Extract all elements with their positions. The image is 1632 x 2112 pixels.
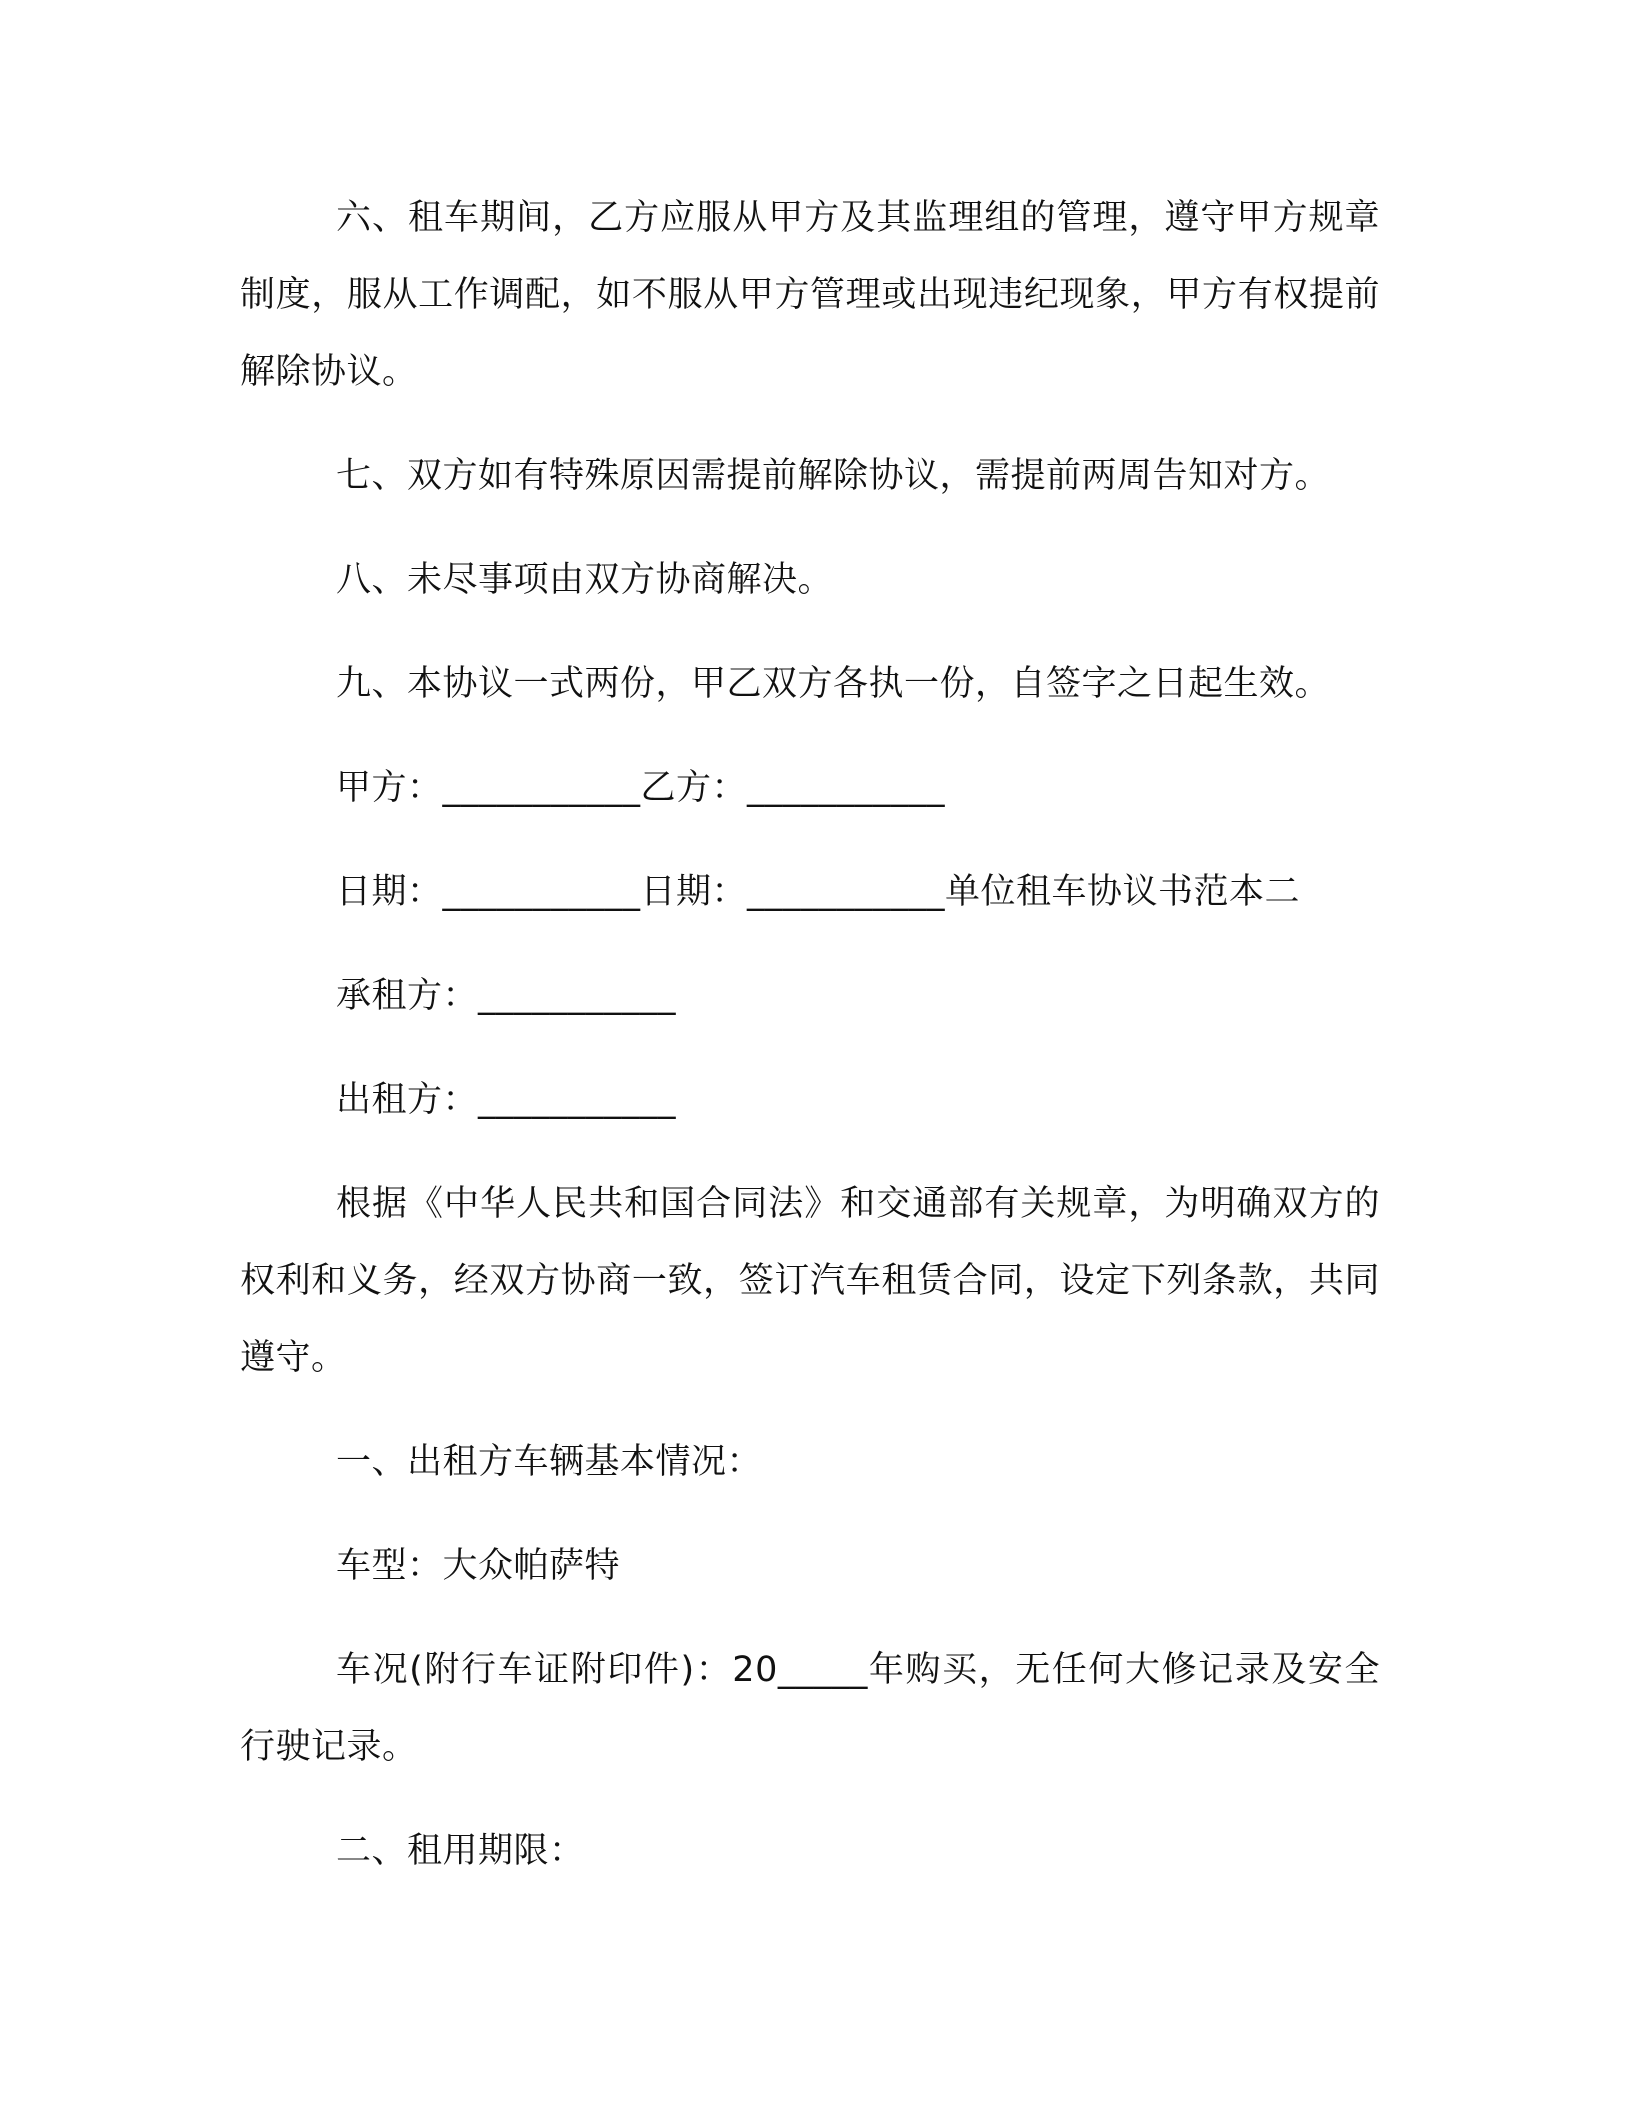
vehicle-model: 车型：大众帕萨特 [336,1546,621,1586]
clause-9: 九、本协议一式两份，甲乙双方各执一份，自签字之日起生效。 [336,664,1331,704]
lessee-line: 承租方：___________ [336,976,677,1016]
section-2-heading: 二、租用期限： [336,1831,585,1871]
clause-6: 六、租车期间，乙方应服从甲方及其监理组的管理，遵守甲方规章制度，服从工作调配，如不服从甲方管理或出现违纪现象，甲方有权提前解除协议。 [240,198,1380,392]
section-1-heading: 一、出租方车辆基本情况： [336,1442,763,1482]
signature-date-line: 日期：___________日期：___________单位租车协议书范本二 [336,872,1301,912]
clause-8: 八、未尽事项由双方协商解决。 [336,560,834,600]
signature-party-line: 甲方：___________乙方：___________ [336,768,946,808]
contract-preamble: 根据《中华人民共和国合同法》和交通部有关规章，为明确双方的权利和义务，经双方协商一致，签订汽车租赁合同，设定下列条款，共同遵守。 [240,1184,1380,1378]
document-body [240,180,1380,1917]
vehicle-condition: 车况(附行车证附印件)：20_____年购买，无任何大修记录及安全行驶记录。 [240,1650,1380,1767]
clause-7: 七、双方如有特殊原因需提前解除协议，需提前两周告知对方。 [336,456,1331,496]
lessor-line: 出租方：___________ [336,1080,677,1120]
